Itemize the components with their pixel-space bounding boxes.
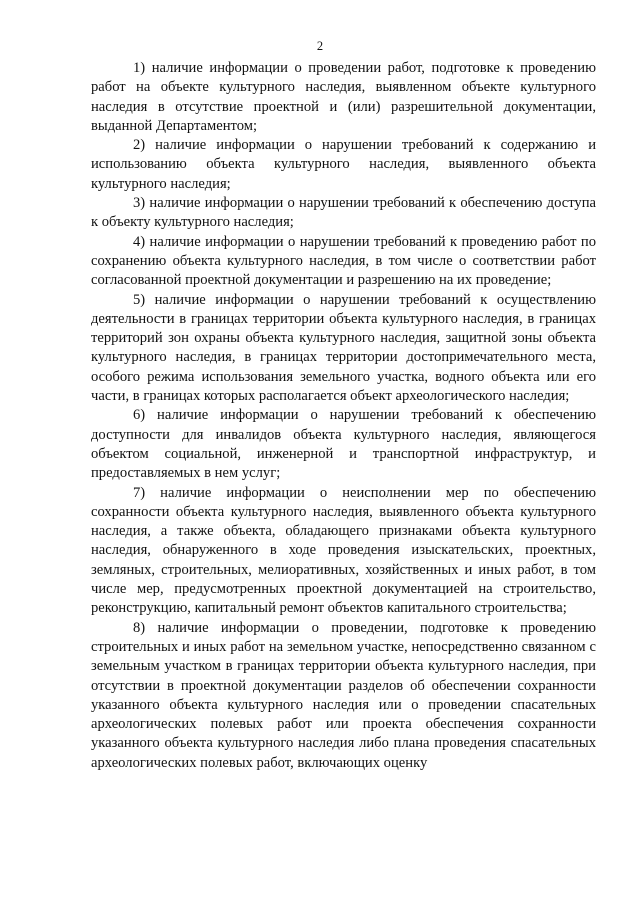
document-body	[91, 59, 596, 773]
paragraph-item-1: 1) наличие информации о проведении работ, подготовке к проведению работ на объекте культурного наследия, выявленном объекте культурного наследия в отсутствие проектной и (или) разрешительной документации, выданной Департаментом;	[91, 60, 596, 134]
paragraph-item-8: 8) наличие информации о проведении, подготовке к проведению строительных и иных работ на земельном участке, непосредственно связанном с земельным участком в границах территории объекта культурного наследия, при отсутствии в проектной документации разделов об обеспечении сохранности указанного объекта культурного наследия или о проведении спасательных археологических полевых работ или проекта обеспечения сохранности указанного объекта культурного наследия либо плана проведения спасательных археологических полевых работ, включающих оценку	[91, 619, 596, 771]
paragraph-item-4: 4) наличие информации о нарушении требований к проведению работ по сохранению объекта культурного наследия, в том числе о соответствии работ согласованной проектной документации и разрешению на их проведение;	[91, 233, 596, 289]
paragraph-item-6: 6) наличие информации о нарушении требований к обеспечению доступности для инвалидов объекта культурного наследия, являющегося объектом социальной, инженерной и транспортной инфраструктур, и предоставляемых в нем услуг;	[91, 407, 596, 482]
paragraph-item-2: 2) наличие информации о нарушении требований к содержанию и использованию объекта культурного наследия, выявленного объекта культурного наследия;	[91, 137, 596, 192]
paragraph-item-7: 7) наличие информации о неисполнении мер по обеспечению сохранности объекта культурного наследия, выявленного объекта культурного наследия, а также объекта, обладающего признаками объекта культурного наследия, обнаруженного в ходе проведения изыскательских, проектных, земляных, строительных, мелиоративных, хозяйственных и иных работ, в том числе мер, предусмотренных проектной документацией на строительство, реконструкцию, капитальный ремонт объектов капитального строительства;	[91, 484, 596, 617]
page-number: 2	[316, 39, 324, 53]
paragraph-item-5: 5) наличие информации о нарушении требований к осуществлению деятельности в границах территории объекта культурного наследия, в границах территорий зон охраны объекта культурного наследия, защитной зоны объекта культурного наследия, в границах территории достопримечательного места, особого режима использования земельного участка, водного объекта или его части, в границах которых располагается объект археологического наследия;	[91, 291, 596, 405]
paragraph-item-3: 3) наличие информации о нарушении требований к обеспечению доступа к объекту культурного наследия;	[91, 195, 596, 231]
